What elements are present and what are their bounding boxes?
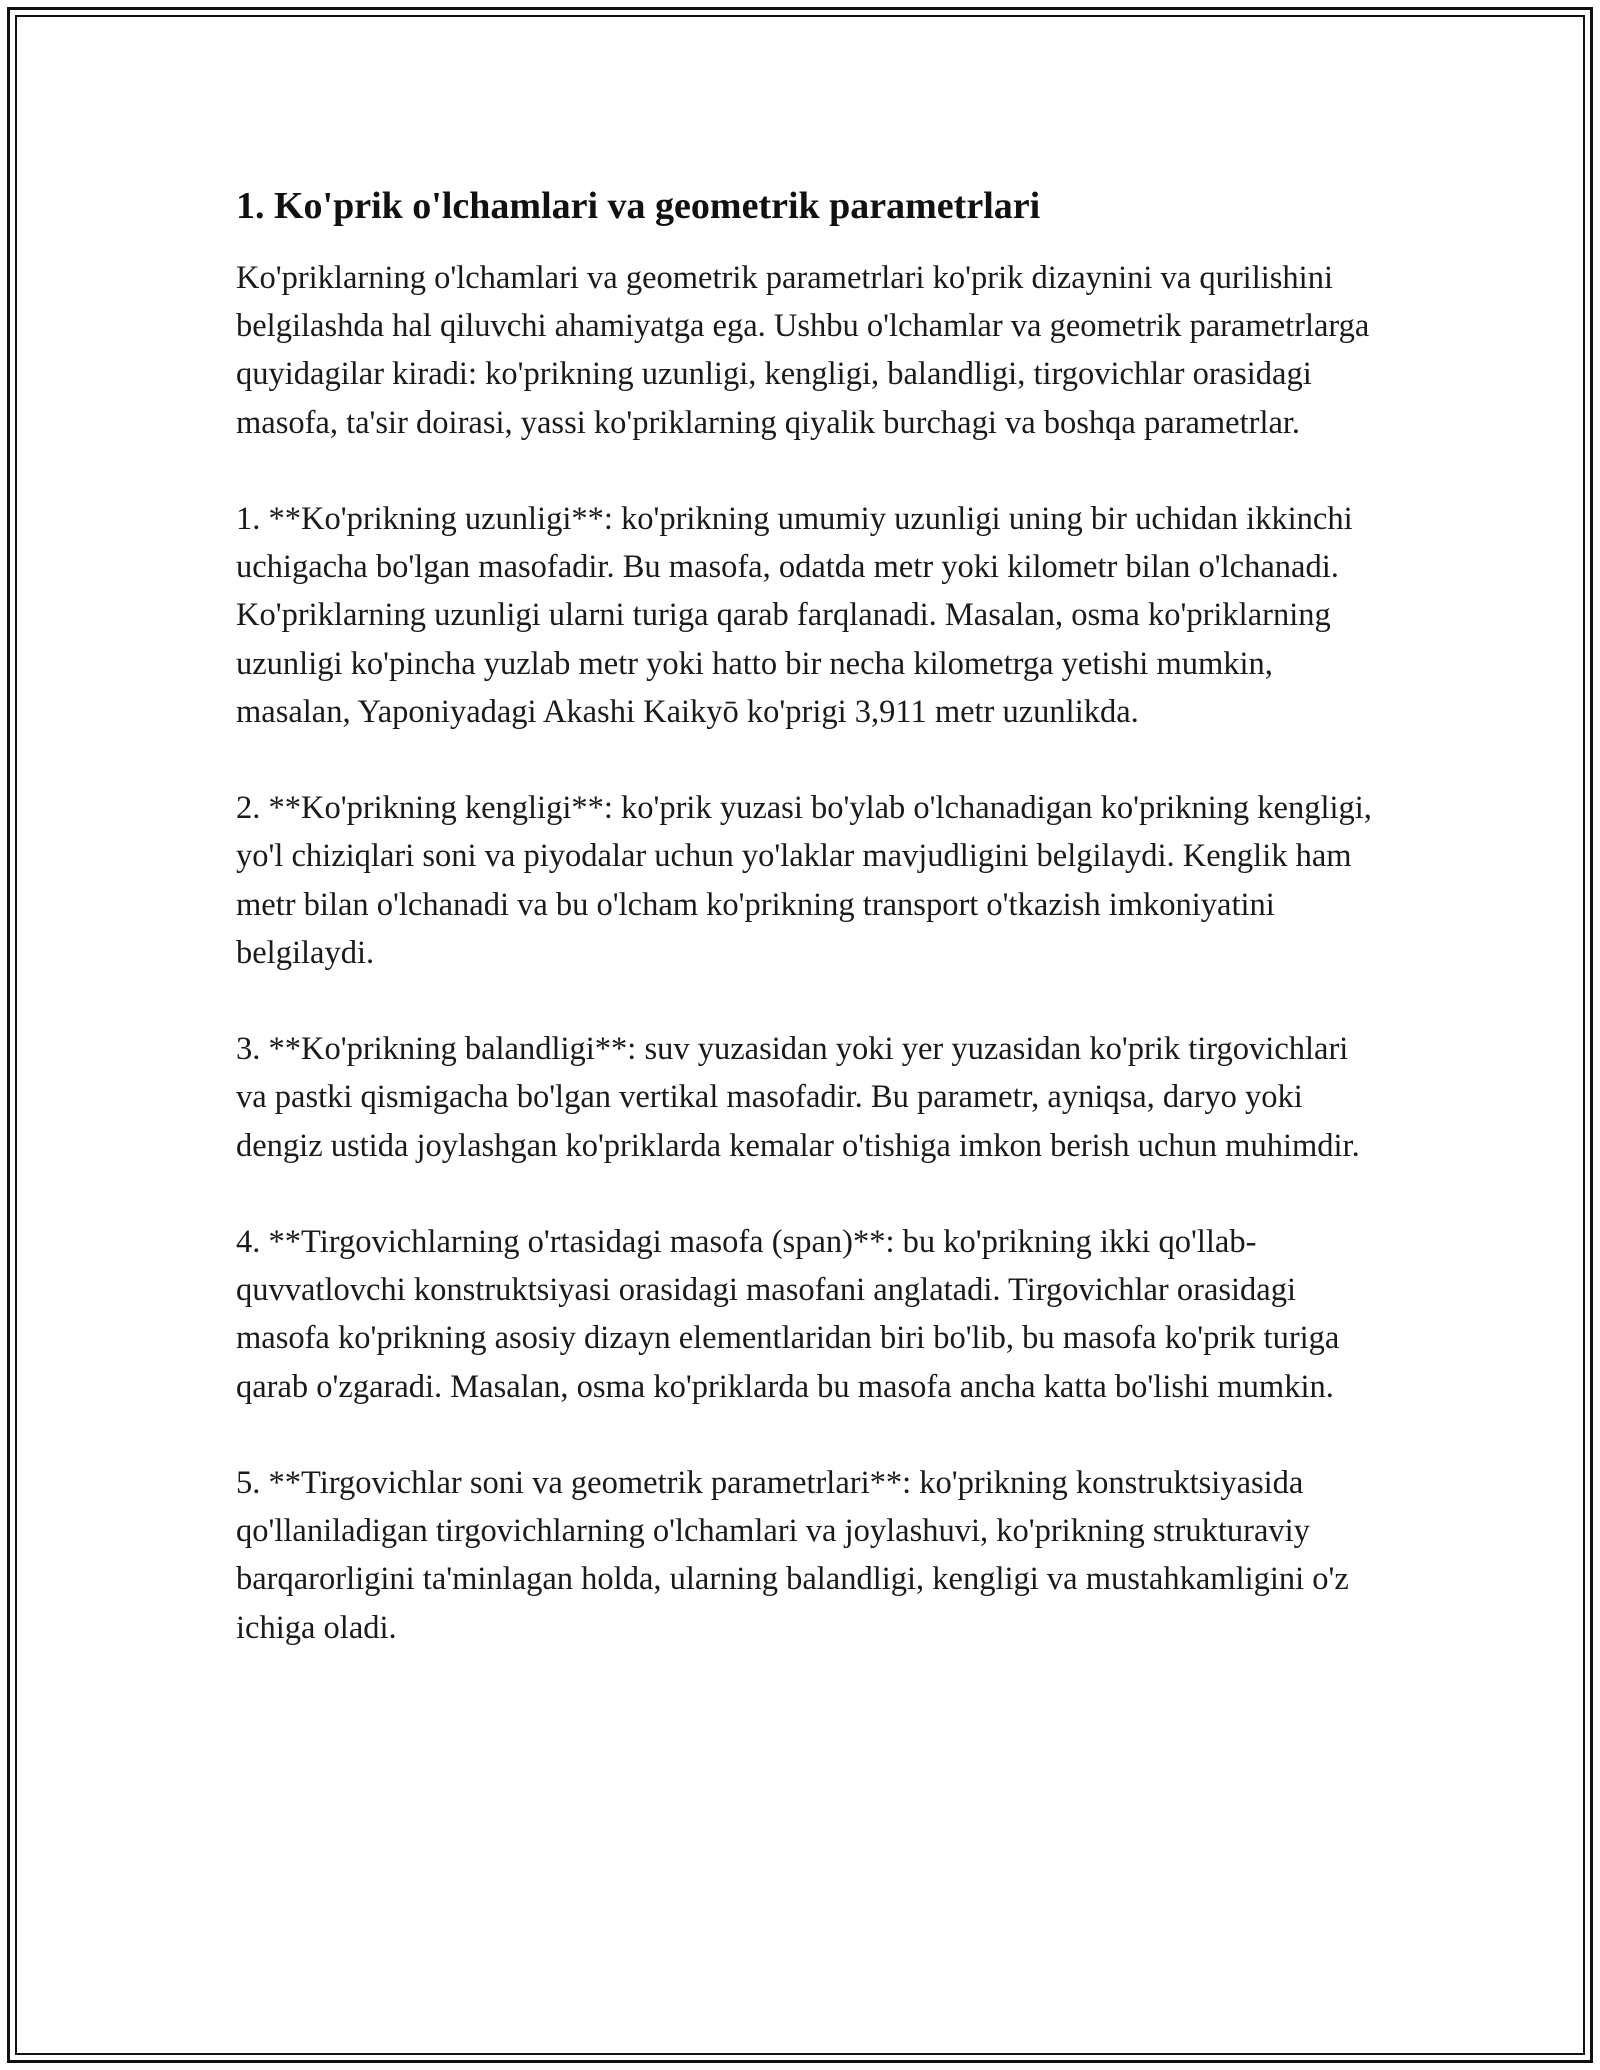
section-heading: 1. Ko'prik o'lchamlari va geometrik parametrlari — [236, 185, 1041, 227]
paragraph-piers: 5. **Tirgovichlar soni va geometrik parametrlari**: ko'prikning konstruktsiyasida qo'llaniladigan tirgovichlarning o'lchamlari va joylashuvi, ko'prikning strukturaviy barqarorligini ta'minlagan holda, ularning balandligi, kengligi va mustahkamligini o'z ichiga oladi. — [236, 1465, 1349, 1646]
paragraph-span: 4. **Tirgovichlarning o'rtasidagi masofa (span)**: bu ko'prikning ikki qo'llab-quvvatlovchi konstruktsiyasi orasidagi masofani anglatadi. Tirgovichlar orasidagi masofa ko'prikning asosiy dizayn elementlaridan biri bo'lib, bu masofa ko'prik turiga qarab o'zgaradi. Masalan, osma ko'priklarda bu masofa ancha katta bo'lishi mumkin. — [236, 1224, 1340, 1405]
paragraph-length: 1. **Ko'prikning uzunligi**: ko'prikning umumiy uzunligi uning bir uchidan ikkinchi uchigacha bo'lgan masofadir. Bu masofa, odatda metr yoki kilometr bilan o'lchanadi. Ko'priklarning uzunligi ularni turiga qarab farqlanadi. Masalan, osma ko'priklarning uzunligi ko'pincha yuzlab metr yoki hatto bir necha kilometrga yetishi mumkin, masalan, Yaponiyadagi Akashi Kaikyō ko'prigi 3,911 metr uzunlikda. — [236, 501, 1353, 730]
intro-paragraph: Ko'priklarning o'lchamlari va geometrik parametrlari ko'prik dizaynini va qurilishini belgilashda hal qiluvchi ahamiyatga ega. Ushbu o'lchamlar va geometrik parametrlarga quyidagilar kiradi: ko'prikning uzunligi, kengligi, balandligi, tirgovichlar orasidagi masofa, ta'sir doirasi, yassi ko'priklarning qiyalik burchagi va boshqa parametrlar. — [236, 260, 1370, 441]
paragraph-width: 2. **Ko'prikning kengligi**: ko'prik yuzasi bo'ylab o'lchanadigan ko'prikning kengligi, yo'l chiziqlari soni va piyodalar uchun yo'laklar mavjudligini belgilaydi. Kenglik ham metr bilan o'lchanadi va bu o'lcham ko'prikning transport o'tkazish imkoniyatini belgilaydi. — [236, 790, 1372, 971]
document-body — [236, 182, 1376, 1700]
paragraph-height: 3. **Ko'prikning balandligi**: suv yuzasidan yoki yer yuzasidan ko'prik tirgovichlari va pastki qismigacha bo'lgan vertikal masofadir. Bu parametr, ayniqsa, daryo yoki dengiz ustida joylashgan ko'priklarda kemalar o'tishiga imkon berish uchun muhimdir. — [236, 1031, 1360, 1164]
